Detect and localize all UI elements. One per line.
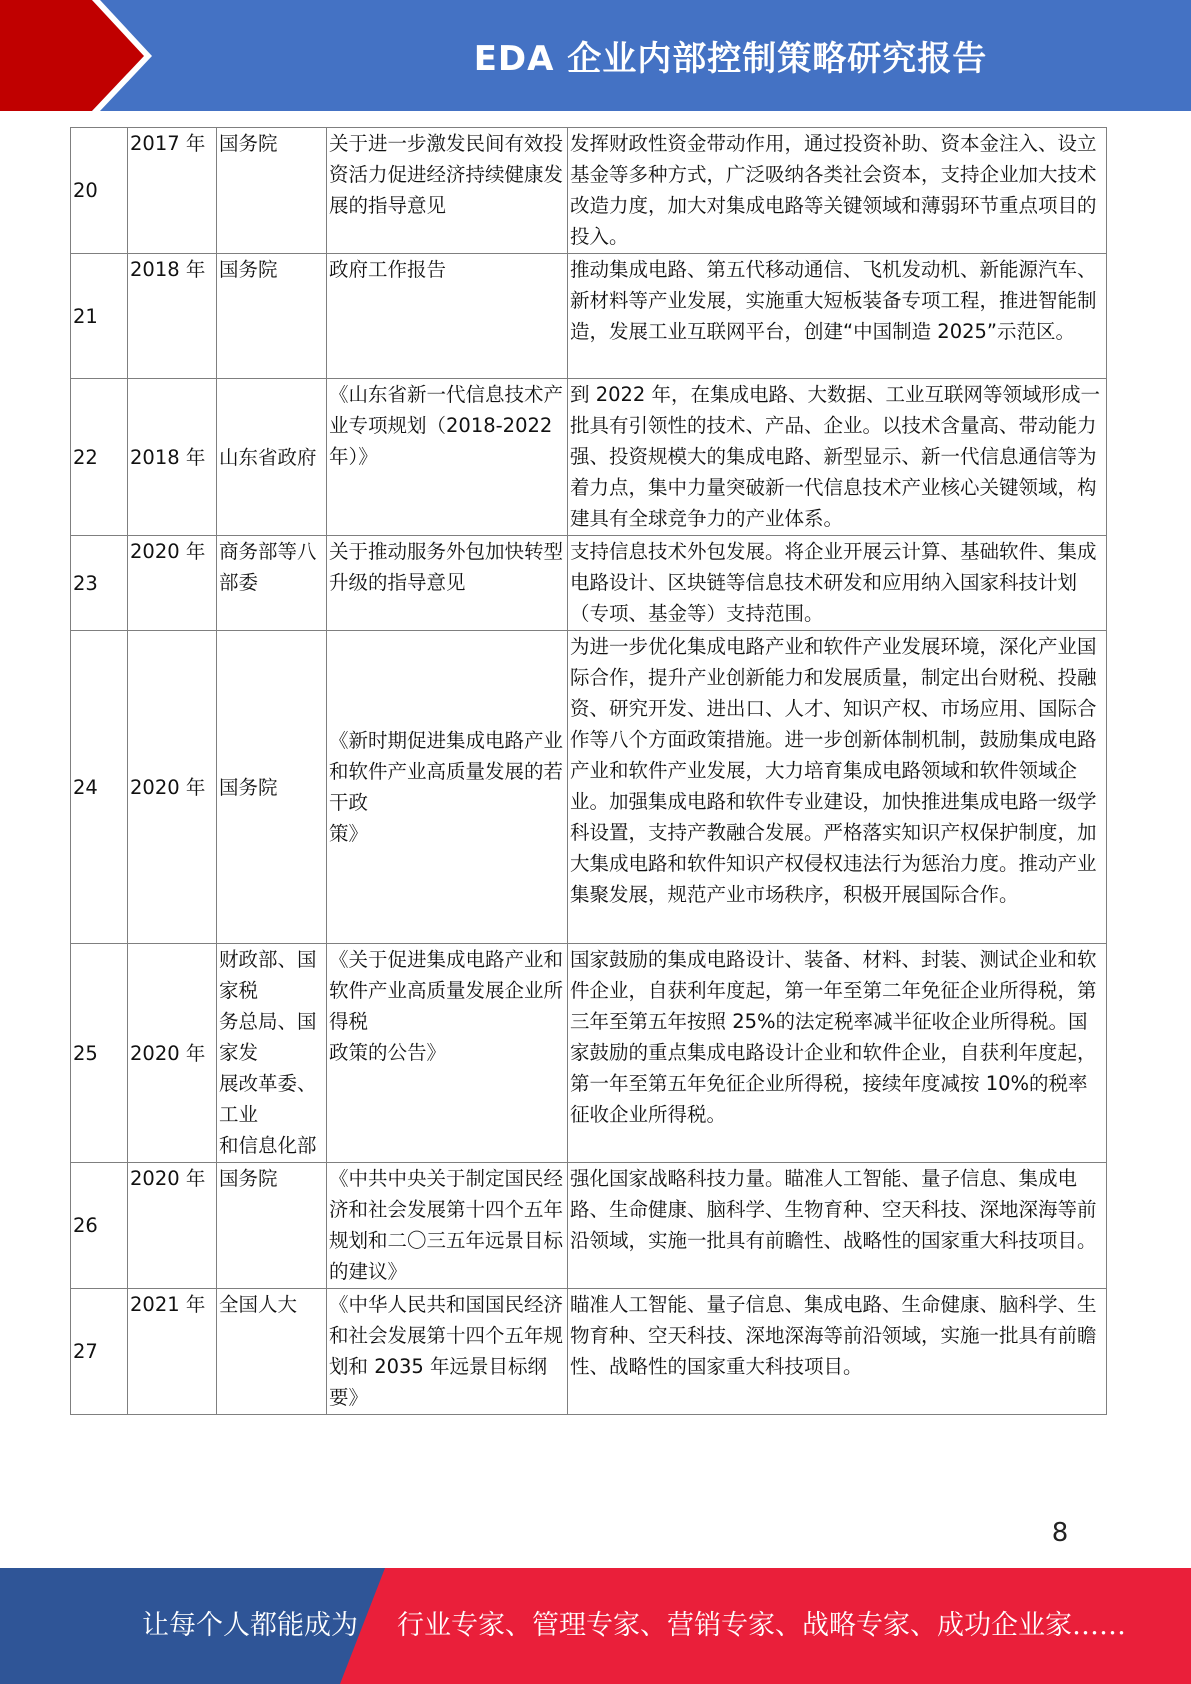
row-number: 25: [71, 944, 128, 1163]
row-policy-content: 瞄准人工智能、量子信息、集成电路、生命健康、脑科学、生物育种、空天科技、深地深海等前沿领域，实施一批具有前瞻性、战略性的国家重大科技项目。: [568, 1289, 1107, 1415]
row-issuer: 山东省政府: [217, 379, 327, 536]
row-issuer: 全国人大: [217, 1289, 327, 1415]
footer-slogan-left: 让每个人都能成为: [142, 1610, 358, 1641]
row-policy-content: 支持信息技术外包发展。将企业开展云计算、基础软件、集成电路设计、区块链等信息技术研发和应用纳入国家科技计划（专项、基金等）支持范围。: [568, 536, 1107, 631]
table-row: [71, 631, 1107, 944]
row-issuer: 商务部等八部委: [217, 536, 327, 631]
row-year: 2021 年: [128, 1289, 217, 1415]
row-year: 2018 年: [128, 254, 217, 379]
row-number: 20: [71, 128, 128, 254]
footer-banner: [0, 1568, 1191, 1684]
row-year: 2017 年: [128, 128, 217, 254]
row-issuer: 国务院: [217, 254, 327, 379]
table-row: [71, 536, 1107, 631]
table-row: [71, 944, 1107, 1163]
row-policy-content: 强化国家战略科技力量。瞄准人工智能、量子信息、集成电路、生命健康、脑科学、生物育种、空天科技、深地深海等前沿领域，实施一批具有前瞻性、战略性的国家重大科技项目。: [568, 1163, 1107, 1289]
row-number: 24: [71, 631, 128, 944]
header-banner: [0, 0, 1191, 111]
row-policy-content: 发挥财政性资金带动作用，通过投资补助、资本金注入、设立基金等多种方式，广泛吸纳各类社会资本，支持企业加大技术改造力度，加大对集成电路等关键领域和薄弱环节重点项目的投入。: [568, 128, 1107, 254]
row-policy-title: 政府工作报告: [327, 254, 568, 379]
row-policy-content: 为进一步优化集成电路产业和软件产业发展环境，深化产业国际合作，提升产业创新能力和发展质量，制定出台财税、投融资、研究开发、进出口、人才、知识产权、市场应用、国际合作等八个方面政策措施。进一步创新体制机制，鼓励集成电路产业和软件产业发展，大力培育集成电路领域和软件领域企业。加强集成电路和软件专业建设，加快推进集成电路一级学科设置，支持产教融合发展。严格落实知识产权保护制度，加大集成电路和软件知识产权侵权违法行为惩治力度。推动产业集聚发展，规范产业市场秩序，积极开展国际合作。: [568, 631, 1107, 944]
row-policy-title: 《中华人民共和国国民经济和社会发展第十四个五年规划和 2035 年远景目标纲要》: [327, 1289, 568, 1415]
row-year: 2020 年: [128, 631, 217, 944]
row-policy-title: 《山东省新一代信息技术产业专项规划（2018-2022 年）》: [327, 379, 568, 536]
page-number: 8: [1051, 1518, 1069, 1548]
row-policy-content: 国家鼓励的集成电路设计、装备、材料、封装、测试企业和软件企业，自获利年度起，第一年至第二年免征企业所得税，第三年至第五年按照 25%的法定税率减半征收企业所得税。国家鼓励的重点集成电路设计企业和软件企业，自获利年度起，第一年至第五年免征企业所得税，接续年度减按 10%的税率征收企业所得税。: [568, 944, 1107, 1163]
table-row: [71, 379, 1107, 536]
row-policy-content: 到 2022 年，在集成电路、大数据、工业互联网等领域形成一批具有引领性的技术、产品、企业。以技术含量高、带动能力强、投资规模大的集成电路、新型显示、新一代信息通信等为着力点，集中力量突破新一代信息技术产业核心关键领域，构建具有全球竞争力的产业体系。: [568, 379, 1107, 536]
row-number: 21: [71, 254, 128, 379]
header-red-arrow: [0, 0, 150, 111]
table-row: [71, 128, 1107, 254]
row-issuer: 国务院: [217, 128, 327, 254]
row-year: 2020 年: [128, 1163, 217, 1289]
row-number: 26: [71, 1163, 128, 1289]
row-number: 22: [71, 379, 128, 536]
footer-slogan-right: 行业专家、管理专家、营销专家、战略专家、成功企业家……: [397, 1610, 1126, 1641]
row-year: 2018 年: [128, 379, 217, 536]
row-policy-title: 关于进一步激发民间有效投资活力促进经济持续健康发展的指导意见: [327, 128, 568, 254]
row-year: 2020 年: [128, 536, 217, 631]
row-policy-title: 关于推动服务外包加快转型升级的指导意见: [327, 536, 568, 631]
table-row: [71, 254, 1107, 379]
policy-table: [70, 127, 1107, 1415]
row-issuer: 国务院: [217, 631, 327, 944]
page-title: EDA 企业内部控制策略研究报告: [473, 39, 988, 79]
row-number: 27: [71, 1289, 128, 1415]
table-row: [71, 1289, 1107, 1415]
row-year: 2020 年: [128, 944, 217, 1163]
row-issuer: 国务院: [217, 1163, 327, 1289]
row-issuer: 财政部、国家税 务总局、国家发 展改革委、工业 和信息化部: [217, 944, 327, 1163]
row-policy-title: 《新时期促进集成电路产业和软件产业高质量发展的若干政 策》: [327, 631, 568, 944]
row-policy-title: 《关于促进集成电路产业和软件产业高质量发展企业所得税 政策的公告》: [327, 944, 568, 1163]
row-number: 23: [71, 536, 128, 631]
row-policy-title: 《中共中央关于制定国民经济和社会发展第十四个五年规划和二〇三五年远景目标的建议》: [327, 1163, 568, 1289]
row-policy-content: 推动集成电路、第五代移动通信、飞机发动机、新能源汽车、新材料等产业发展，实施重大短板装备专项工程，推进智能制造，发展工业互联网平台，创建“中国制造 2025”示范区。: [568, 254, 1107, 379]
table-row: [71, 1163, 1107, 1289]
